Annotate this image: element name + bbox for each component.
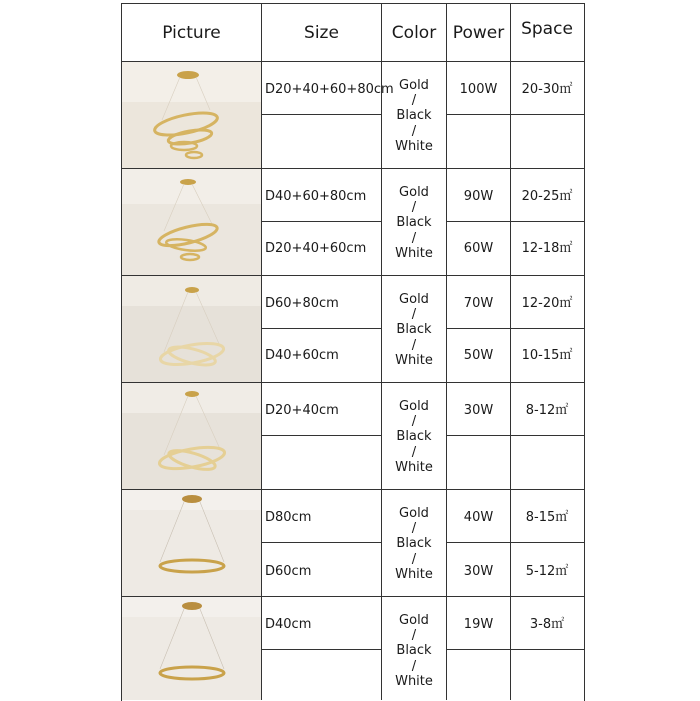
space-cell: 10-15㎡ [521,348,573,363]
color-white: White [395,459,433,475]
row-divider [446,435,584,436]
color-separator: / [411,93,417,109]
size-cell: D20+40+60+80cm [265,82,394,97]
product-photo-four-rings [122,62,261,168]
color-separator: / [411,628,417,644]
power-cell: 50W [463,348,494,363]
color-white: White [395,245,433,261]
color-white: White [395,673,433,689]
power-cell: 60W [463,241,494,256]
size-cell: D40+60+80cm [265,189,367,204]
color-separator: / [411,658,417,674]
color-options [383,292,445,368]
row-divider [261,328,382,329]
color-separator: / [411,414,417,430]
color-separator: / [411,521,417,537]
color-options [383,78,445,154]
size-cell: D60cm [265,564,312,579]
row-divider [446,542,584,543]
color-white: White [395,352,433,368]
color-black: Black [396,322,432,338]
size-cell: D20+40+60cm [265,241,367,256]
color-black: Black [396,643,432,659]
product-photo-single-ring-small [122,597,261,700]
color-separator: / [411,230,417,246]
power-cell: 40W [463,510,494,525]
header-picture: Picture [162,23,221,43]
color-options [383,399,445,475]
row-divider [446,221,584,222]
color-gold: Gold [399,613,429,628]
space-cell: 8-15㎡ [525,510,569,525]
size-cell: D40+60cm [265,348,339,363]
power-cell: 70W [463,296,494,311]
color-separator: / [411,307,417,323]
row-divider [446,328,584,329]
color-gold: Gold [399,292,429,307]
space-cell: 12-20㎡ [521,296,573,311]
size-cell: D60+80cm [265,296,339,311]
color-black: Black [396,536,432,552]
power-cell: 90W [463,189,494,204]
color-gold: Gold [399,399,429,414]
product-photo-three-rings [122,169,261,275]
size-cell: D40cm [265,617,312,632]
row-divider [446,114,584,115]
header-color: Color [391,23,437,43]
color-gold: Gold [399,506,429,521]
color-options [383,613,445,689]
size-cell: D80cm [265,510,312,525]
color-separator: / [411,123,417,139]
color-gold: Gold [399,185,429,200]
color-options [383,185,445,261]
size-cell: D20+40cm [265,403,339,418]
color-separator: / [411,200,417,216]
color-white: White [395,138,433,154]
row-divider [261,542,382,543]
row-divider [446,649,584,650]
header-size: Size [304,23,339,43]
space-cell: 5-12㎡ [525,564,569,579]
power-cell: 30W [463,403,494,418]
space-cell: 3-8㎡ [529,617,565,632]
color-options [383,506,445,582]
power-cell: 19W [463,617,494,632]
color-separator: / [411,551,417,567]
color-separator: / [411,444,417,460]
power-cell: 30W [463,564,494,579]
row-divider [261,114,382,115]
space-cell: 8-12㎡ [525,403,569,418]
color-gold: Gold [399,78,429,93]
row-divider [261,435,382,436]
power-cell: 100W [459,82,498,97]
product-photo-two-rings-b [122,383,261,489]
product-photo-single-ring-large [122,490,261,596]
row-divider [261,649,382,650]
header-space: Space [521,19,573,39]
color-black: Black [396,429,432,445]
space-cell: 20-25㎡ [521,189,573,204]
row-divider [261,221,382,222]
space-cell: 20-30㎡ [521,82,573,97]
color-white: White [395,566,433,582]
color-black: Black [396,215,432,231]
color-black: Black [396,108,432,124]
color-separator: / [411,337,417,353]
space-cell: 12-18㎡ [521,241,573,256]
product-photo-two-rings-a [122,276,261,382]
header-power: Power [452,23,505,43]
